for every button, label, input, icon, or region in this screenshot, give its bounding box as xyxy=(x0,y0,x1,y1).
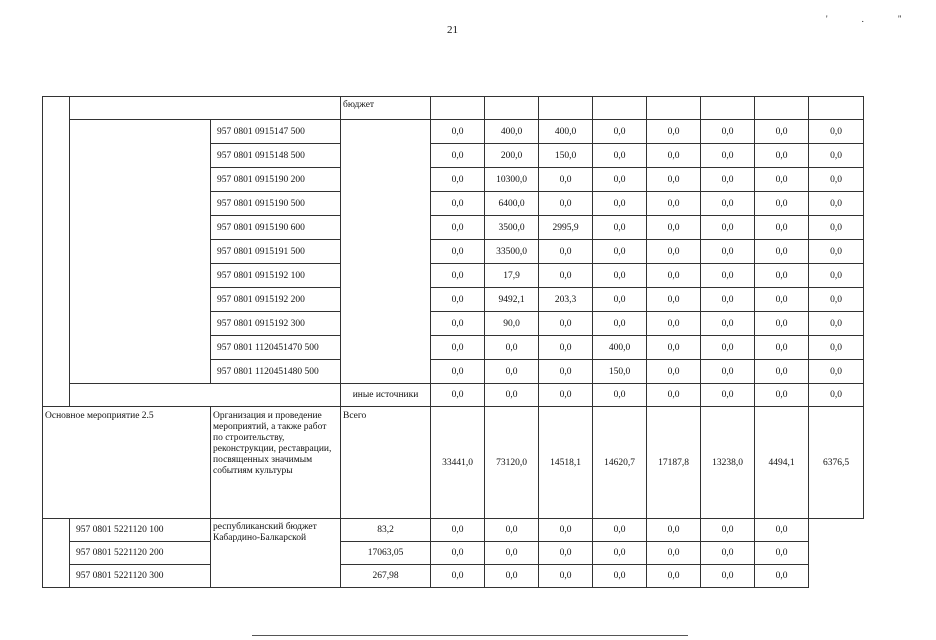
value-cell: 17,9 xyxy=(485,264,539,288)
value-cell: 0,0 xyxy=(755,336,809,360)
value-cell: 0,0 xyxy=(701,120,755,144)
value-cell: 0,0 xyxy=(431,336,485,360)
value-cell: 0,0 xyxy=(431,565,485,588)
value-cell: 0,0 xyxy=(701,216,755,240)
value-cell: 0,0 xyxy=(539,312,593,336)
table-row xyxy=(43,565,864,588)
value-cell: 0,0 xyxy=(809,192,864,216)
value-cell: 4494,1 xyxy=(755,407,809,519)
value-cell: 0,0 xyxy=(809,216,864,240)
budget-code: 957 0801 0915192 300 xyxy=(211,312,341,336)
bottom-rule xyxy=(252,635,688,636)
value-cell: 0,0 xyxy=(755,168,809,192)
value-cell: 0,0 xyxy=(701,264,755,288)
value-cell: 400,0 xyxy=(539,120,593,144)
budget-code: 957 0801 1120451470 500 xyxy=(211,336,341,360)
budget-code: 957 0801 0915192 100 xyxy=(211,264,341,288)
value-cell: 0,0 xyxy=(755,565,809,588)
value-cell: 0,0 xyxy=(647,192,701,216)
value-cell: 0,0 xyxy=(755,519,809,542)
value-cell: 0,0 xyxy=(431,288,485,312)
budget-table xyxy=(42,96,864,588)
value-cell: 200,0 xyxy=(485,144,539,168)
value-cell: 0,0 xyxy=(593,192,647,216)
value-cell: 0,0 xyxy=(593,565,647,588)
value-cell: 0,0 xyxy=(539,264,593,288)
budget-code: 957 0801 5221120 300 xyxy=(70,565,211,588)
value-cell: 0,0 xyxy=(701,336,755,360)
value-cell: 0,0 xyxy=(593,120,647,144)
value-cell: 0,0 xyxy=(539,192,593,216)
value-cell: 400,0 xyxy=(485,120,539,144)
value-cell: 0,0 xyxy=(701,144,755,168)
value-cell: 0,0 xyxy=(485,542,539,565)
value-cell: 0,0 xyxy=(485,565,539,588)
value-cell: 0,0 xyxy=(755,144,809,168)
budget-code: 957 0801 0915190 200 xyxy=(211,168,341,192)
value-cell: 0,0 xyxy=(539,168,593,192)
budget-code: 957 0801 0915192 200 xyxy=(211,288,341,312)
value-cell: 0,0 xyxy=(701,360,755,384)
value-cell: 0,0 xyxy=(539,336,593,360)
value-cell: 0,0 xyxy=(593,312,647,336)
value-cell: 0,0 xyxy=(701,168,755,192)
value-cell: 0,0 xyxy=(755,192,809,216)
table-row xyxy=(43,120,864,144)
value-cell: 0,0 xyxy=(755,240,809,264)
value-cell: 0,0 xyxy=(485,384,539,407)
value-cell: 203,3 xyxy=(539,288,593,312)
table-row xyxy=(43,519,864,542)
value-cell: 0,0 xyxy=(539,240,593,264)
value-cell: 0,0 xyxy=(809,120,864,144)
value-cell: 73120,0 xyxy=(485,407,539,519)
value-cell: 0,0 xyxy=(647,216,701,240)
value-cell: 0,0 xyxy=(809,240,864,264)
corner-mark: '. xyxy=(826,14,898,24)
activity-name: Основное мероприятие 2.5 xyxy=(43,407,211,519)
value-cell: 0,0 xyxy=(593,144,647,168)
value-cell: 0,0 xyxy=(593,216,647,240)
value-cell: 33500,0 xyxy=(485,240,539,264)
value-cell: 9492,1 xyxy=(485,288,539,312)
value-cell: 33441,0 xyxy=(431,407,485,519)
value-cell: 0,0 xyxy=(431,519,485,542)
value-cell: 0,0 xyxy=(647,120,701,144)
total-label: Всего xyxy=(341,407,431,519)
value-cell: 0,0 xyxy=(431,264,485,288)
source-cell: республиканский бюджет Кабардино-Балкарской xyxy=(211,519,341,588)
value-cell: 13238,0 xyxy=(701,407,755,519)
value-cell: 0,0 xyxy=(755,360,809,384)
value-cell: 0,0 xyxy=(809,168,864,192)
value-cell: 0,0 xyxy=(755,216,809,240)
corner-mark: " xyxy=(897,14,936,24)
value-cell: 0,0 xyxy=(647,384,701,407)
value-cell: 0,0 xyxy=(539,519,593,542)
budget-code: 957 0801 0915191 500 xyxy=(211,240,341,264)
value-cell: 0,0 xyxy=(647,542,701,565)
table-row xyxy=(43,97,864,120)
value-cell: 0,0 xyxy=(431,120,485,144)
value-cell: 0,0 xyxy=(755,312,809,336)
value-cell: 0,0 xyxy=(647,519,701,542)
value-cell: 0,0 xyxy=(755,542,809,565)
budget-code: 957 0801 0915190 600 xyxy=(211,216,341,240)
value-cell: 0,0 xyxy=(593,384,647,407)
value-cell: 150,0 xyxy=(539,144,593,168)
value-cell: 0,0 xyxy=(701,240,755,264)
value-cell: 150,0 xyxy=(593,360,647,384)
value-cell: 0,0 xyxy=(701,192,755,216)
source-cell: бюджет xyxy=(341,97,431,120)
value-cell: 0,0 xyxy=(431,144,485,168)
value-cell: 3500,0 xyxy=(485,216,539,240)
value-cell: 267,98 xyxy=(341,565,431,588)
value-cell: 14518,1 xyxy=(539,407,593,519)
value-cell: 0,0 xyxy=(647,264,701,288)
value-cell: 0,0 xyxy=(755,120,809,144)
value-cell: 0,0 xyxy=(701,312,755,336)
budget-code: 957 0801 0915147 500 xyxy=(211,120,341,144)
activity-description: Организация и проведение мероприятий, а также работ по строительству, реконструкции, реставрации, посвященных значимым событиям культуры xyxy=(211,407,341,519)
budget-code: 957 0801 5221120 200 xyxy=(70,542,211,565)
value-cell: 17063,05 xyxy=(341,542,431,565)
value-cell: 2995,9 xyxy=(539,216,593,240)
value-cell: 0,0 xyxy=(701,384,755,407)
value-cell: 0,0 xyxy=(593,542,647,565)
budget-code: 957 0801 1120451480 500 xyxy=(211,360,341,384)
value-cell: 0,0 xyxy=(809,336,864,360)
budget-code: 957 0801 5221120 100 xyxy=(70,519,211,542)
value-cell: 0,0 xyxy=(701,519,755,542)
value-cell: 0,0 xyxy=(431,216,485,240)
value-cell: 0,0 xyxy=(647,565,701,588)
budget-code: 957 0801 0915190 500 xyxy=(211,192,341,216)
value-cell: 0,0 xyxy=(809,264,864,288)
value-cell: 0,0 xyxy=(809,144,864,168)
value-cell: 0,0 xyxy=(647,288,701,312)
value-cell: 0,0 xyxy=(647,336,701,360)
value-cell: 0,0 xyxy=(647,144,701,168)
value-cell: 0,0 xyxy=(431,240,485,264)
value-cell: 0,0 xyxy=(485,336,539,360)
value-cell: 90,0 xyxy=(485,312,539,336)
value-cell: 0,0 xyxy=(539,360,593,384)
value-cell: 0,0 xyxy=(647,168,701,192)
value-cell: 0,0 xyxy=(755,264,809,288)
value-cell: 6400,0 xyxy=(485,192,539,216)
value-cell: 17187,8 xyxy=(647,407,701,519)
value-cell: 0,0 xyxy=(431,360,485,384)
value-cell: 0,0 xyxy=(593,168,647,192)
value-cell: 0,0 xyxy=(647,360,701,384)
value-cell: 0,0 xyxy=(701,288,755,312)
value-cell: 0,0 xyxy=(647,240,701,264)
value-cell: 0,0 xyxy=(593,264,647,288)
value-cell: 0,0 xyxy=(539,542,593,565)
value-cell: 0,0 xyxy=(809,312,864,336)
table-row xyxy=(43,384,864,407)
value-cell: 14620,7 xyxy=(593,407,647,519)
value-cell: 0,0 xyxy=(809,384,864,407)
value-cell: 0,0 xyxy=(431,542,485,565)
source-cell: иные источники xyxy=(341,384,431,407)
value-cell: 0,0 xyxy=(431,384,485,407)
value-cell: 0,0 xyxy=(755,384,809,407)
value-cell: 0,0 xyxy=(539,565,593,588)
value-cell: 0,0 xyxy=(485,360,539,384)
value-cell: 0,0 xyxy=(431,192,485,216)
value-cell: 6376,5 xyxy=(809,407,864,519)
corner-marks xyxy=(826,14,936,24)
value-cell: 0,0 xyxy=(539,384,593,407)
value-cell: 0,0 xyxy=(809,288,864,312)
value-cell: 0,0 xyxy=(701,542,755,565)
value-cell: 0,0 xyxy=(593,240,647,264)
value-cell: 10300,0 xyxy=(485,168,539,192)
value-cell: 0,0 xyxy=(593,288,647,312)
budget-code: 957 0801 0915148 500 xyxy=(211,144,341,168)
value-cell: 0,0 xyxy=(701,565,755,588)
table-row xyxy=(43,407,864,519)
value-cell: 0,0 xyxy=(431,168,485,192)
table-row xyxy=(43,542,864,565)
page-number: 21 xyxy=(447,24,458,36)
value-cell: 0,0 xyxy=(647,312,701,336)
value-cell: 0,0 xyxy=(431,312,485,336)
value-cell: 0,0 xyxy=(755,288,809,312)
value-cell: 83,2 xyxy=(341,519,431,542)
value-cell: 0,0 xyxy=(593,519,647,542)
value-cell: 0,0 xyxy=(809,360,864,384)
value-cell: 0,0 xyxy=(485,519,539,542)
value-cell: 400,0 xyxy=(593,336,647,360)
